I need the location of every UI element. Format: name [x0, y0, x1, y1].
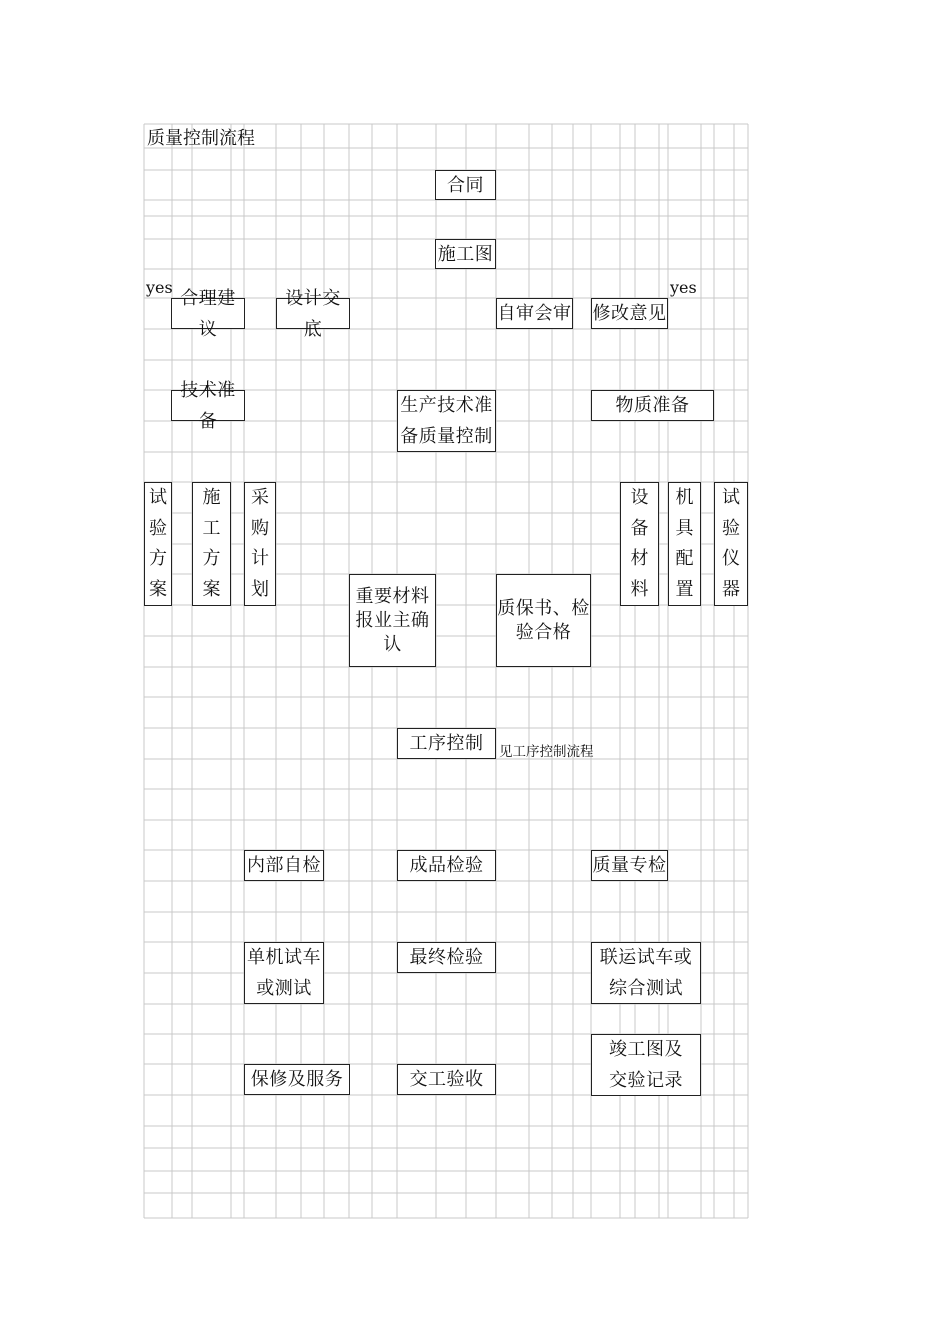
node-joint-test: 联运试车或 综合测试	[591, 942, 701, 1004]
node-product-inspection: 成品检验	[397, 850, 496, 881]
node-quality-special-inspection: 质量专检	[591, 850, 668, 881]
node-single-test: 单机试车 或测试	[244, 942, 324, 1004]
node-final-inspection: 最终检验	[397, 942, 496, 973]
node-internal-inspection: 内部自检	[244, 850, 324, 881]
node-technical-prep: 技术准备	[171, 390, 245, 421]
yes-label-left: yes	[146, 278, 173, 297]
node-quality-certificate: 质保书、检 验合格	[496, 574, 591, 667]
node-as-built-records: 竣工图及 交验记录	[591, 1034, 701, 1096]
node-production-tech-quality: 生产技术准 备质量控制	[397, 390, 496, 452]
node-machinery-config: 机 具 配 置	[668, 482, 701, 606]
node-contract: 合同	[435, 170, 496, 200]
node-process-control: 工序控制	[397, 728, 496, 759]
node-construction-plan: 施 工 方 案	[192, 482, 231, 606]
node-handover-acceptance: 交工验收	[397, 1064, 496, 1095]
node-equipment-materials: 设 备 材 料	[620, 482, 659, 606]
yes-label-right: yes	[670, 278, 697, 297]
node-warranty-service: 保修及服务	[244, 1064, 350, 1095]
node-design-briefing: 设计交底	[276, 298, 350, 329]
node-reasonable-suggestion: 合理建议	[171, 298, 245, 329]
page-title: 质量控制流程	[147, 128, 255, 149]
process-control-reference-note: 见工序控制流程	[499, 744, 594, 760]
node-construction-drawing: 施工图	[435, 239, 496, 269]
node-test-plan: 试 验 方 案	[144, 482, 172, 606]
node-procurement-plan: 采 购 计 划	[244, 482, 276, 606]
node-key-material-confirm: 重要材料 报业主确 认	[349, 574, 436, 667]
node-material-prep: 物质准备	[591, 390, 714, 421]
node-test-instruments: 试 验 仪 器	[714, 482, 748, 606]
node-revision-opinion: 修改意见	[591, 298, 668, 329]
node-self-review: 自审会审	[496, 298, 573, 329]
